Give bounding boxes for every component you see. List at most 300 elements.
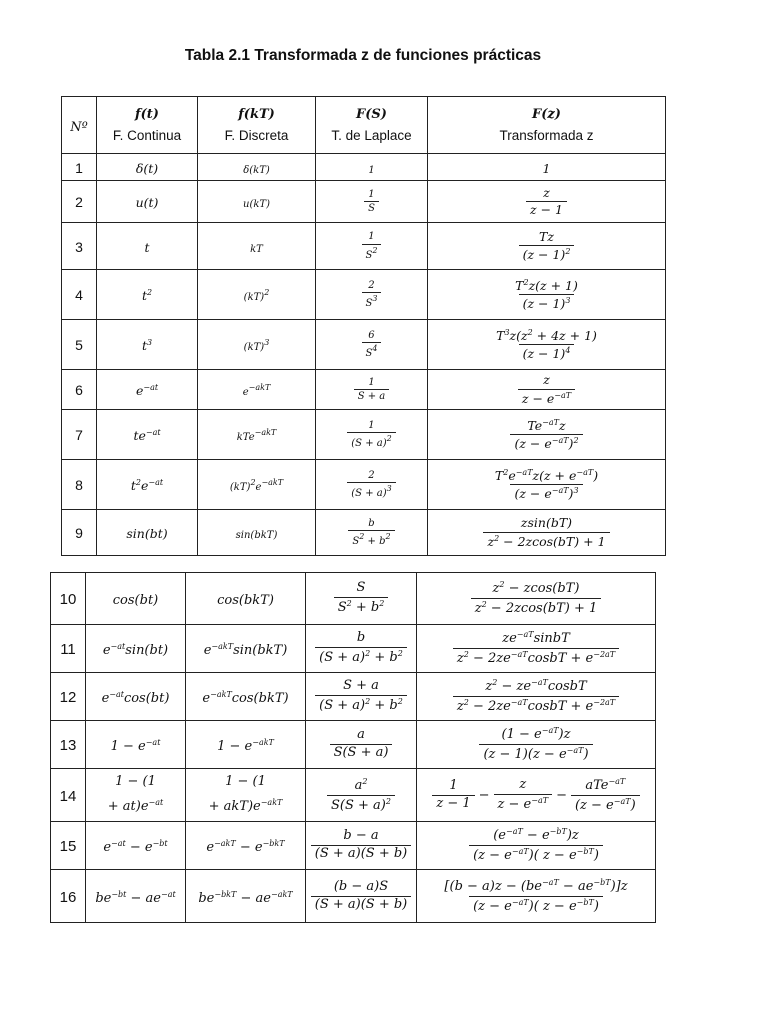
- continuous-function-cell-content: [102, 691, 170, 706]
- row-number-content: 16: [59, 888, 77, 906]
- numerator: 1: [449, 777, 458, 793]
- laplace-cell-content: [362, 231, 382, 261]
- z-transform-cell: [417, 625, 656, 673]
- exponent: −aT: [516, 630, 534, 640]
- numerator-expr: [343, 678, 379, 693]
- ft-expr: [103, 643, 168, 658]
- exponent: −at: [148, 798, 164, 807]
- z-transform-cell: [428, 460, 666, 510]
- term: 2: [368, 279, 375, 291]
- numerator-expr: [368, 470, 374, 481]
- exponent: 2: [397, 697, 403, 706]
- denominator-expr: [575, 798, 636, 813]
- continuous-function-cell: [86, 870, 186, 923]
- numerator: b − a: [343, 828, 379, 844]
- header-row: [62, 97, 666, 154]
- term: z: [456, 651, 464, 666]
- term: cosbT + e: [527, 651, 594, 666]
- denominator: [348, 530, 394, 548]
- exponent: 2: [365, 697, 371, 706]
- denominator: [469, 845, 603, 864]
- term: (z − 1): [522, 346, 566, 361]
- exponent: −bT: [593, 877, 611, 887]
- exponent: −aT: [613, 796, 631, 806]
- z-transform-fraction: [453, 630, 619, 667]
- numerator: a: [357, 727, 365, 743]
- numerator: [364, 420, 378, 433]
- z-transform-cell-content: [491, 467, 602, 501]
- z-transform-cell-content: [492, 327, 601, 361]
- laplace-cell: [316, 320, 428, 370]
- term: be: [95, 890, 112, 906]
- ft-expr: [95, 891, 175, 906]
- fkt-expr: [217, 593, 274, 608]
- laplace-cell-content: [354, 376, 390, 402]
- exponent: 2: [527, 327, 533, 337]
- table-row: [62, 181, 666, 223]
- exponent: −akT: [254, 428, 277, 437]
- numerator: [539, 373, 554, 388]
- denominator: z − 1: [526, 201, 567, 217]
- continuous-function-cell-content: [131, 478, 163, 493]
- row-number-content: 12: [59, 689, 77, 706]
- numerator: [339, 679, 383, 695]
- term: b: [356, 630, 366, 646]
- row-number: [51, 769, 86, 822]
- z-transform-cell-content: [519, 228, 575, 262]
- exponent: −aT: [515, 467, 533, 477]
- term: 6: [368, 329, 375, 341]
- z-transform-cell: [428, 320, 666, 370]
- laplace-cell-content: [334, 580, 389, 615]
- z-transform-fraction: [432, 779, 474, 812]
- term: z: [456, 699, 464, 714]
- term: − ae: [236, 890, 271, 906]
- row-number-content: 4: [75, 287, 83, 303]
- exponent: 2: [362, 776, 368, 786]
- denominator-expr: [483, 747, 588, 762]
- exponent: −at: [160, 889, 176, 899]
- discrete-function-cell-content: [243, 165, 270, 176]
- row-number: [62, 460, 97, 510]
- continuous-function-cell: [97, 154, 198, 181]
- continuous-function-cell: [86, 822, 186, 870]
- exponent: 2: [385, 796, 391, 806]
- z-transform-cell-content: [511, 277, 582, 311]
- denominator: [362, 244, 382, 262]
- denominator: S + a: [354, 389, 390, 403]
- term: t: [141, 338, 147, 353]
- laplace-fraction: [327, 777, 395, 814]
- table-row: [62, 460, 666, 510]
- discrete-function-cell-content: [243, 288, 270, 303]
- row-number: [62, 270, 97, 320]
- numerator-expr: [368, 280, 374, 291]
- row-number: [62, 510, 97, 556]
- header-num: [62, 97, 97, 154]
- header-ft-symbol: f(t): [135, 107, 159, 122]
- term: z(z + 1): [528, 277, 578, 293]
- exponent: 2: [372, 245, 378, 255]
- laplace-cell-content: [347, 469, 395, 499]
- term: b: [368, 517, 375, 529]
- numerator-expr: [493, 828, 579, 843]
- minus-sign: −: [478, 787, 490, 803]
- numerator: [364, 231, 378, 244]
- row-number: [51, 870, 86, 923]
- numerator-expr: [539, 229, 554, 244]
- numerator-expr: [357, 580, 366, 595]
- laplace-fraction: [311, 829, 412, 862]
- denominator-expr: [523, 296, 571, 311]
- z-transform-cell-content: [479, 726, 592, 762]
- row-number-content: 1: [75, 159, 83, 176]
- fkt-expr: [198, 891, 292, 906]
- denominator-expr: [365, 344, 378, 359]
- term: 1: [368, 164, 375, 176]
- denominator: [518, 389, 575, 406]
- term: − ae: [558, 878, 594, 894]
- denominator-expr: [319, 650, 403, 665]
- row-number: [51, 573, 86, 625]
- row-number-content: 13: [59, 737, 77, 754]
- continuous-function-cell: [97, 410, 198, 460]
- laplace-cell: [306, 870, 417, 923]
- laplace-fraction: [362, 280, 382, 310]
- row-number: [62, 320, 97, 370]
- denominator: z − 1: [432, 795, 474, 812]
- term: + b: [370, 698, 398, 713]
- exponent: 3: [372, 294, 378, 303]
- exponent: −at: [109, 690, 124, 699]
- exponent: −akT: [270, 889, 293, 899]
- term: ): [593, 898, 599, 914]
- fkt-expr: [242, 383, 271, 398]
- table-row: [51, 573, 656, 625]
- denominator: (S + a)(S + b): [311, 896, 412, 913]
- numerator: [491, 468, 602, 484]
- term: + akT)e: [208, 799, 261, 814]
- denominator: [483, 532, 609, 549]
- header-fs-symbol: F(S): [356, 107, 387, 122]
- term: e: [242, 387, 249, 398]
- exponent: 3: [146, 338, 153, 347]
- denominator: [469, 896, 603, 915]
- term: S: [365, 348, 373, 359]
- continuous-function-cell: [97, 270, 198, 320]
- ft-expr: [142, 288, 152, 303]
- denominator: [479, 744, 592, 763]
- row-number-content: 7: [75, 427, 83, 443]
- term: e: [255, 482, 262, 493]
- denominator-expr: [473, 848, 599, 863]
- continuous-function-cell-content: [103, 643, 168, 658]
- row-number: [62, 370, 97, 410]
- laplace-fraction: [362, 231, 382, 261]
- z-transform-fraction: [518, 373, 575, 406]
- term: − e: [235, 840, 263, 855]
- laplace-cell-content: [348, 517, 394, 547]
- denominator: [519, 344, 575, 361]
- term: z(z: [509, 327, 528, 343]
- header-fkt-symbol: f(kT): [238, 107, 275, 122]
- term: − 2ze: [468, 651, 511, 666]
- fkt-expr: [206, 840, 284, 855]
- discrete-function-cell: [186, 721, 306, 769]
- exponent: −bT: [576, 897, 594, 907]
- denominator: [453, 648, 619, 667]
- laplace-cell: [316, 270, 428, 320]
- laplace-cell: [306, 721, 417, 769]
- numerator-expr: [496, 328, 597, 343]
- term: )( z − e: [528, 898, 577, 914]
- exponent: −aT: [511, 897, 529, 907]
- z-transform-fraction: [469, 827, 603, 864]
- continuous-function-cell-content: [111, 739, 161, 754]
- numerator: (b − a)S: [333, 878, 389, 894]
- term: ): [568, 486, 574, 501]
- fkt-expr: [229, 478, 284, 493]
- continuous-function-cell-content: [136, 195, 159, 210]
- laplace-cell-content: [368, 165, 374, 176]
- table-row: [51, 625, 656, 673]
- exponent: 3: [264, 338, 270, 347]
- exponent: −bt: [111, 889, 127, 899]
- row-number-content: 6: [75, 382, 83, 398]
- laplace-cell-content: [330, 727, 393, 760]
- discrete-function-cell-content: [202, 691, 288, 706]
- term: S: [356, 580, 366, 596]
- discrete-function-cell: [186, 870, 306, 923]
- denominator: [334, 597, 389, 616]
- discrete-function-cell-content: [229, 478, 284, 493]
- term: 1 − (1: [225, 774, 266, 790]
- exponent: −aT: [554, 390, 572, 400]
- term: S: [365, 249, 373, 261]
- laplace-cell: [316, 370, 428, 410]
- term: sin(bt): [126, 526, 168, 541]
- discrete-function-cell-content: [208, 774, 283, 814]
- laplace-cell-content: [364, 188, 379, 214]
- denominator-expr: [331, 798, 391, 813]
- z-transform-cell: [428, 510, 666, 556]
- discrete-function-cell: [198, 181, 316, 223]
- table-row: [62, 270, 666, 320]
- numerator: [515, 778, 530, 794]
- laplace-cell: [316, 181, 428, 223]
- numerator: [581, 777, 629, 795]
- term: (z − 1)(z − e: [483, 747, 567, 762]
- denominator-expr: [338, 600, 385, 615]
- denominator: [347, 432, 395, 450]
- denominator-expr: [457, 699, 615, 714]
- minus-sign: −: [556, 787, 567, 803]
- ft-expr: [113, 593, 158, 608]
- exponent: −aT: [541, 726, 559, 736]
- discrete-function-cell: [186, 573, 306, 625]
- z-transform-cell: [428, 223, 666, 270]
- z-transform-fraction: [571, 777, 640, 814]
- exponent: −aT: [576, 467, 594, 477]
- term: cos(bkT): [231, 691, 289, 706]
- term: z: [485, 679, 493, 695]
- laplace-cell-content: [315, 678, 407, 713]
- term: (z − e: [473, 848, 512, 863]
- term: 1: [368, 419, 375, 431]
- numerator-expr: [368, 231, 374, 242]
- discrete-function-cell-content: [250, 244, 263, 255]
- term: S: [337, 600, 347, 615]
- term: T: [494, 467, 504, 483]
- term: kT: [250, 243, 263, 255]
- continuous-function-cell: [86, 625, 186, 673]
- term: 1 − (1: [115, 774, 156, 790]
- row-number-content: 11: [60, 641, 76, 658]
- discrete-function-cell: [198, 370, 316, 410]
- exponent: −aT: [511, 847, 529, 856]
- ft-expr: [136, 161, 158, 176]
- exponent: −at: [143, 383, 159, 392]
- numerator: [523, 418, 569, 434]
- discrete-function-cell: [198, 460, 316, 510]
- denominator: [315, 647, 407, 666]
- term: be: [198, 890, 215, 906]
- exponent: −aT: [510, 650, 528, 659]
- exponent: −at: [145, 738, 161, 747]
- term: S + a: [343, 678, 379, 694]
- discrete-function-cell-content: [243, 199, 270, 210]
- laplace-fraction: [315, 631, 407, 666]
- laplace-cell-content: [315, 630, 407, 665]
- header-fz-label: Transformada z: [499, 128, 594, 143]
- numerator-expr: [502, 727, 571, 742]
- term: (S + a): [351, 488, 387, 499]
- term: 1 − e: [217, 739, 253, 754]
- numerator: [492, 328, 601, 344]
- fkt-expr: [202, 691, 288, 706]
- discrete-function-cell: [186, 822, 306, 870]
- exponent: 2: [264, 288, 270, 297]
- exponent: −aT: [566, 746, 584, 755]
- term: (z − 1): [522, 247, 566, 262]
- exponent: 2: [503, 467, 509, 477]
- row-number: [62, 223, 97, 270]
- numerator-expr: [495, 468, 598, 483]
- term: e: [102, 643, 111, 658]
- fkt-expr: [243, 338, 270, 353]
- exponent: 2: [463, 650, 469, 659]
- term: e: [103, 840, 112, 855]
- table-row: [62, 370, 666, 410]
- table-row: [62, 410, 666, 460]
- term: z: [519, 776, 527, 792]
- exponent: −aT: [551, 486, 569, 495]
- numerator: [364, 518, 378, 531]
- laplace-cell: [316, 410, 428, 460]
- exponent: 4: [372, 344, 378, 353]
- term: (z − e: [514, 486, 552, 501]
- continuous-function-cell: [86, 573, 186, 625]
- term: S(S + a): [331, 797, 386, 813]
- ft-expr: [142, 338, 152, 353]
- z-transform-cell-content: [453, 630, 619, 666]
- numerator-expr: [543, 372, 550, 387]
- z-transform-fraction: [483, 516, 609, 549]
- term: − 2zcos(bT) + 1: [486, 601, 598, 616]
- term: z: [492, 581, 500, 597]
- term: cosbT + e: [527, 699, 594, 714]
- exponent: −akT: [214, 839, 236, 848]
- term: cosbT: [547, 679, 587, 695]
- numerator-expr: [493, 581, 580, 596]
- header-fs-label: T. de Laplace: [331, 128, 412, 143]
- numerator: [440, 878, 631, 896]
- numerator: z: [543, 184, 550, 200]
- term: )z: [566, 828, 579, 844]
- continuous-function-cell: [97, 223, 198, 270]
- exponent: 3: [386, 484, 392, 493]
- numerator-expr: [355, 778, 368, 793]
- laplace-fraction: [311, 880, 412, 913]
- denominator-expr: [365, 294, 378, 309]
- exponent: 4: [565, 346, 571, 355]
- numerator: [351, 777, 372, 795]
- discrete-function-cell-content: [217, 739, 274, 754]
- term: ): [630, 797, 636, 813]
- term: T: [515, 277, 524, 293]
- term: cos(bt): [123, 691, 170, 706]
- row-number-content: 2: [75, 194, 83, 210]
- term: (S + a): [319, 698, 366, 713]
- exponent: −akT: [261, 478, 284, 487]
- laplace-cell: [316, 154, 428, 181]
- row-number-content: 8: [75, 477, 83, 493]
- z-transform-fraction: [471, 580, 602, 617]
- numerator: [364, 280, 378, 293]
- numerator: 1: [368, 188, 375, 200]
- row-number: [51, 721, 86, 769]
- term: (S + a): [319, 650, 366, 665]
- z-transform-fraction: [492, 328, 601, 362]
- table-row: [51, 673, 656, 721]
- discrete-function-cell: [198, 410, 316, 460]
- discrete-function-cell-content: [206, 840, 284, 855]
- term: − zcos(bT): [504, 581, 580, 597]
- row-number: [62, 181, 97, 223]
- continuous-function-cell-content: [144, 240, 149, 255]
- term: − e: [522, 828, 550, 844]
- z-transform-cell-content: [432, 776, 639, 813]
- ft-expr: [111, 739, 161, 754]
- term: )z: [558, 727, 571, 743]
- term: 1: [542, 160, 551, 176]
- exponent: −bkT: [214, 889, 237, 899]
- denominator-expr: [457, 651, 615, 666]
- term: z − e: [521, 390, 555, 406]
- laplace-fraction: [347, 470, 395, 500]
- term: (z − e: [574, 797, 614, 813]
- exponent: −bkT: [262, 839, 285, 848]
- numerator-expr: [521, 515, 572, 530]
- denominator-expr: [351, 484, 392, 499]
- term: sin(bt): [125, 643, 169, 658]
- denominator: [519, 294, 575, 311]
- numerator: [498, 630, 574, 648]
- discrete-function-cell: [198, 223, 316, 270]
- term: zsin(bT): [520, 515, 573, 531]
- laplace-fraction: [347, 420, 395, 450]
- term: ): [593, 467, 599, 483]
